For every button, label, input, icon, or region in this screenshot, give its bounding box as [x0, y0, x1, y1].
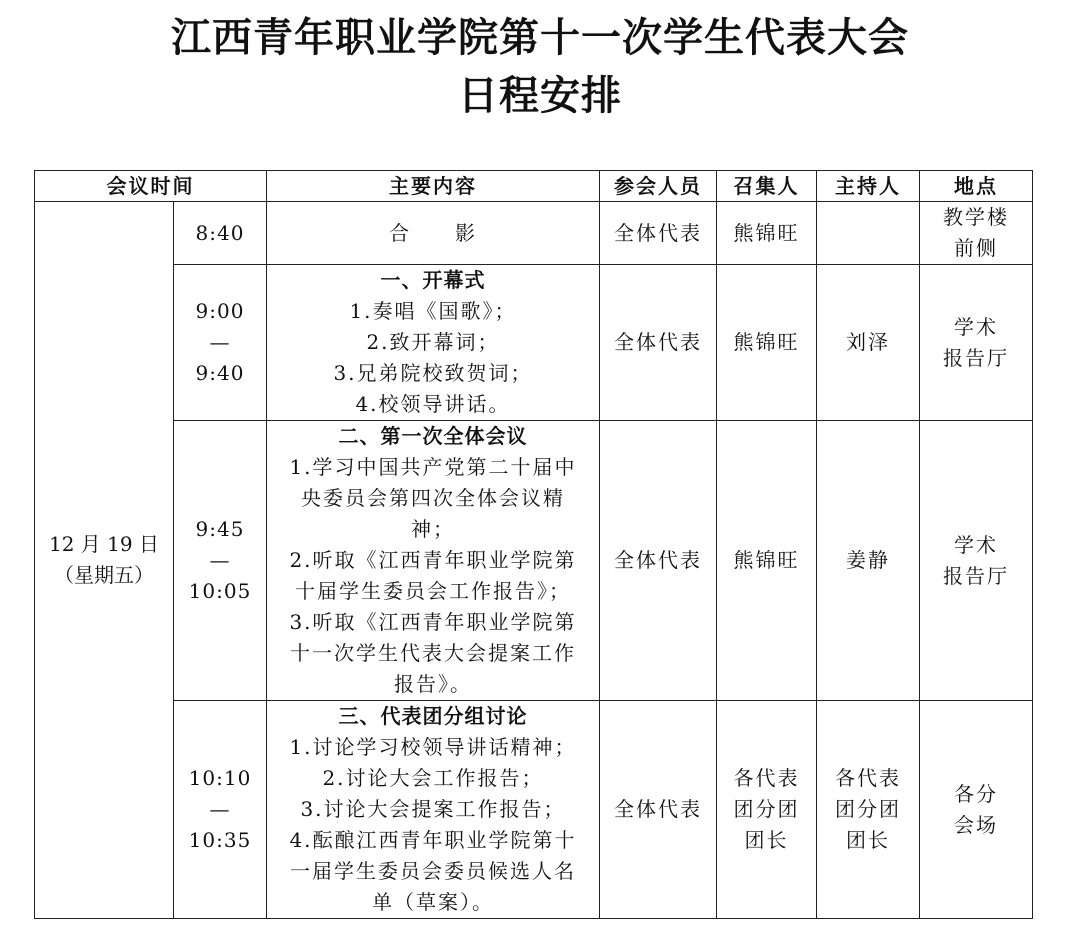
header-time: 会议时间 [35, 171, 267, 202]
host-cell [817, 421, 920, 701]
location-cell [920, 265, 1033, 421]
host-text: 团分团 [835, 797, 901, 821]
host-text: 姜静 [846, 548, 890, 572]
location-text: 学术 [954, 532, 998, 557]
content-line: 十届学生委员会工作报告》； [295, 579, 571, 603]
time-cell [174, 421, 267, 701]
content-line: 1.讨论学习校领导讲话精神； [289, 735, 577, 759]
content-line: 3.讨论大会提案工作报告； [300, 797, 566, 821]
table-row [35, 421, 1033, 701]
location-text: 报告厅 [943, 345, 1009, 370]
content-line: 央委员会第四次全体会议精 [301, 486, 565, 510]
time-dash: — [209, 548, 231, 572]
header-host: 主持人 [817, 171, 920, 202]
date-weekday: （星期五） [54, 563, 154, 587]
time-start: 10:10 [188, 766, 252, 790]
content-cell [267, 265, 600, 421]
table-row [35, 701, 1033, 919]
table-row [35, 265, 1033, 421]
convener-cell [717, 265, 817, 421]
header-row [35, 171, 1033, 202]
header-convener: 召集人 [717, 171, 817, 202]
location-text: 教学楼 [943, 205, 1009, 229]
location-text: 报告厅 [943, 563, 1009, 588]
time-cell [174, 265, 267, 421]
convener-text: 团长 [744, 828, 789, 852]
content-line: 1.学习中国共产党第二十届中 [289, 455, 577, 479]
content-cell [267, 421, 600, 701]
convener-cell [717, 202, 817, 265]
host-cell [817, 701, 920, 919]
time-start: 9:00 [195, 299, 245, 323]
header-attendees: 参会人员 [600, 171, 717, 202]
content-line: 2.致开幕词； [366, 330, 500, 354]
section-title: 一、开幕式 [380, 268, 486, 292]
content-line: 2.听取《江西青年职业学院第 [289, 548, 577, 572]
host-text: 刘泽 [846, 330, 890, 354]
content-line: 神； [411, 517, 455, 541]
attendees-cell: 全体代表 [600, 421, 717, 701]
time-text: 8:40 [195, 220, 245, 245]
header-content: 主要内容 [267, 171, 600, 202]
time-end: 9:40 [195, 361, 245, 385]
schedule-table [34, 170, 1033, 919]
date-cell [35, 202, 174, 919]
time-dash: — [209, 330, 231, 354]
content-line: 4.校领导讲话。 [355, 392, 511, 416]
attendees-cell: 全体代表 [600, 701, 717, 919]
table-row [35, 202, 1033, 265]
convener-cell [717, 421, 817, 701]
content-line: 3.兄弟院校致贺词； [333, 361, 533, 385]
content-line: 十一次学生代表大会提案工作 [290, 641, 576, 665]
location-text: 各分 [954, 781, 998, 806]
convener-text: 各代表 [733, 766, 800, 790]
attendees-cell: 全体代表 [600, 202, 717, 265]
host-cell [817, 265, 920, 421]
header-location: 地点 [920, 171, 1033, 202]
time-cell [174, 202, 267, 265]
host-cell [817, 202, 920, 265]
host-text: 各代表 [835, 766, 901, 790]
time-cell [174, 701, 267, 919]
time-end: 10:35 [188, 828, 252, 852]
convener-text: 熊锦旺 [733, 548, 800, 572]
page-title: 江西青年职业学院第十一次学生代表大会 [171, 15, 909, 61]
location-text: 会场 [954, 812, 998, 837]
location-cell [920, 701, 1033, 919]
location-cell [920, 202, 1033, 265]
content-line: 单（草案）。 [372, 890, 494, 914]
content-line: 4.酝酿江西青年职业学院第十 [289, 828, 577, 852]
content-line: 报告》。 [394, 672, 472, 696]
convener-text: 熊锦旺 [733, 220, 800, 245]
content-line: 一届学生委员会委员候选人名 [290, 859, 576, 883]
section-title: 二、第一次全体会议 [338, 424, 528, 448]
date-day: 12 月 19 日 [49, 532, 159, 556]
section-title: 三、代表团分组讨论 [338, 704, 528, 728]
location-text: 学术 [954, 314, 998, 339]
convener-text: 团分团 [733, 797, 800, 821]
host-text: 团长 [846, 828, 890, 852]
time-end: 10:05 [188, 579, 252, 603]
content-line: 1.奏唱《国歌》； [349, 299, 517, 323]
convener-cell [717, 701, 817, 919]
convener-text: 熊锦旺 [733, 330, 800, 354]
content-cell [267, 701, 600, 919]
page-subtitle: 日程安排 [458, 73, 622, 119]
content-cell [267, 202, 600, 265]
location-text: 前侧 [954, 236, 998, 260]
content-line: 合 影 [389, 220, 477, 245]
time-start: 9:45 [195, 517, 245, 541]
time-dash: — [209, 797, 231, 821]
location-cell [920, 421, 1033, 701]
content-line: 2.讨论大会工作报告； [322, 766, 544, 790]
attendees-cell: 全体代表 [600, 265, 717, 421]
content-line: 3.听取《江西青年职业学院第 [289, 610, 577, 634]
